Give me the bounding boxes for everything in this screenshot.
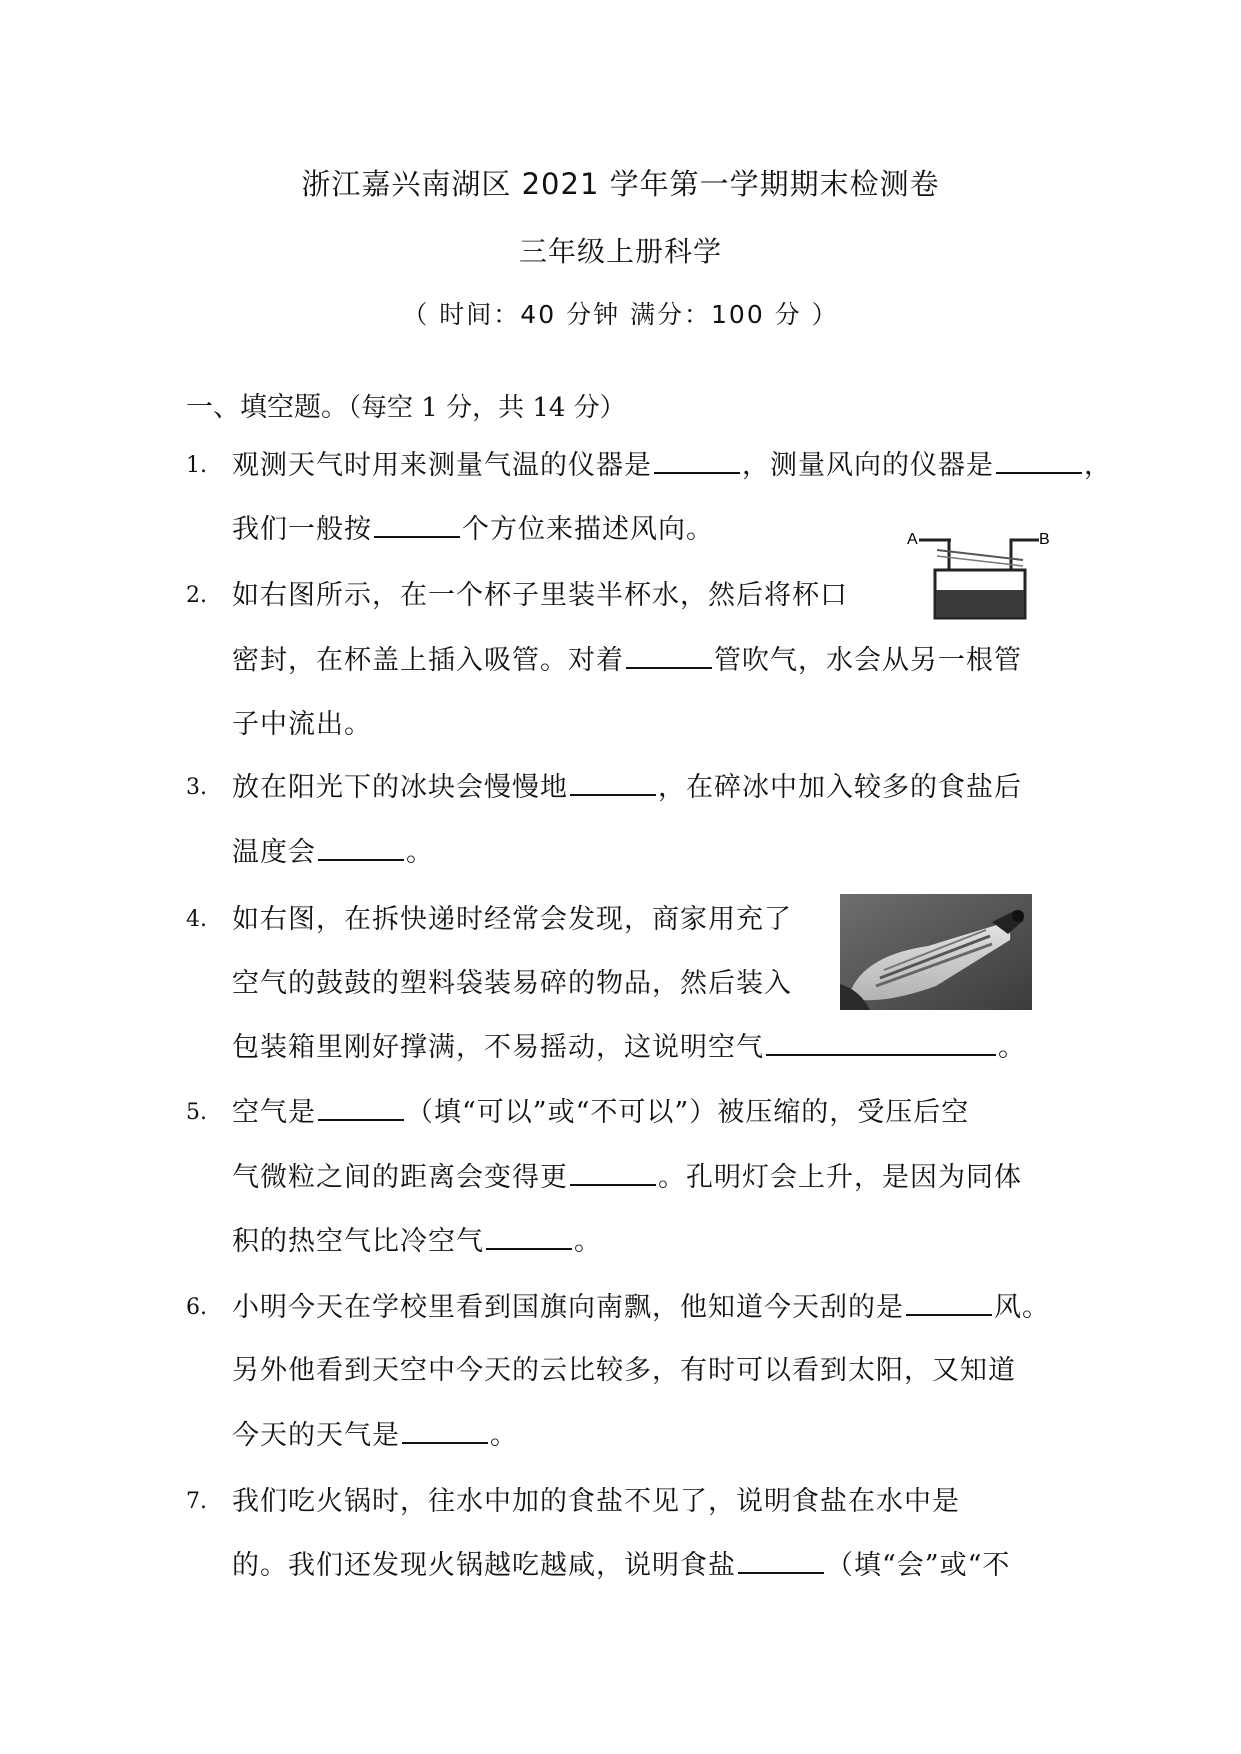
question-line: 的。我们还发现火锅越吃越咸，说明食盐 （填“会”或“不 [232, 1550, 1011, 1581]
air-cushion-photo [840, 894, 1032, 1010]
question-number: 5. [186, 1100, 207, 1125]
answer-blank[interactable] [570, 1162, 656, 1186]
question-line: 今天的天气是 。 [232, 1420, 518, 1451]
question-line: 积的热空气比冷空气 。 [232, 1226, 602, 1257]
answer-blank[interactable] [486, 1226, 572, 1250]
section-heading [186, 385, 626, 424]
cup-straw-figure [905, 522, 1053, 624]
answer-blank[interactable] [402, 1420, 488, 1444]
question-line: 观测天气时用来测量气温的仪器是 ，测量风向的仪器是 ， [232, 450, 1112, 481]
answer-blank[interactable] [654, 450, 740, 474]
exam-subtitle: 三年级上册科学 [518, 235, 722, 268]
question-line: 空气是 （填“可以”或“不可以”）被压缩的，受压后空 [232, 1097, 970, 1128]
question-number: 6. [186, 1295, 207, 1320]
answer-blank[interactable] [570, 772, 656, 796]
exam-title: 浙江嘉兴南湖区 2021 学年第一学期期末检测卷 [301, 167, 940, 201]
figure-label-b: B [1039, 531, 1050, 548]
answer-blank[interactable] [318, 837, 404, 861]
question-line: 放在阳光下的冰块会慢慢地 ，在碎冰中加入较多的食盐后 [232, 772, 1022, 803]
question-line: 我们吃火锅时，往水中加的食盐不见了，说明食盐在水中是 [232, 1486, 960, 1517]
question-line: 我们一般按 个方位来描述风向。 [232, 514, 714, 545]
section-note: （每空 1 分，共 14 分） [348, 393, 626, 423]
answer-blank[interactable] [996, 450, 1082, 474]
figure-label-a: A [907, 531, 918, 548]
question-line: 气微粒之间的距离会变得更 。孔明灯会上升，是因为同体 [232, 1162, 1022, 1193]
question-line: 小明今天在学校里看到国旗向南飘，他知道今天刮的是 风。 [232, 1292, 1050, 1323]
question-number: 3. [186, 775, 207, 800]
question-line: 另外他看到天空中今天的云比较多，有时可以看到太阳，又知道 [232, 1355, 1016, 1386]
answer-blank[interactable] [318, 1097, 404, 1121]
question-line: 如右图所示，在一个杯子里装半杯水，然后将杯口 [232, 580, 848, 611]
answer-blank[interactable] [374, 514, 460, 538]
question-line: 密封，在杯盖上插入吸管。对着 管吹气，水会从另一根管 [232, 645, 1022, 676]
answer-blank[interactable] [738, 1550, 824, 1574]
question-number: 4. [186, 907, 207, 932]
answer-blank[interactable] [626, 645, 712, 669]
answer-blank[interactable] [906, 1292, 992, 1316]
question-number: 7. [186, 1489, 207, 1514]
section-title: 一、填空题。 [186, 392, 348, 423]
question-line: 子中流出。 [232, 709, 372, 740]
exam-info: （ 时间：40 分钟 满分：100 分 ） [402, 300, 839, 329]
question-line: 空气的鼓鼓的塑料袋装易碎的物品，然后装入 [232, 968, 792, 999]
question-line: 温度会 。 [232, 837, 434, 868]
answer-blank[interactable] [766, 1032, 996, 1056]
question-number: 2. [186, 583, 207, 608]
question-number: 1. [186, 453, 207, 478]
question-line: 如右图，在拆快递时经常会发现，商家用充了 [232, 904, 792, 935]
question-line: 包装箱里刚好撑满，不易摇动，这说明空气 。 [232, 1032, 1026, 1063]
